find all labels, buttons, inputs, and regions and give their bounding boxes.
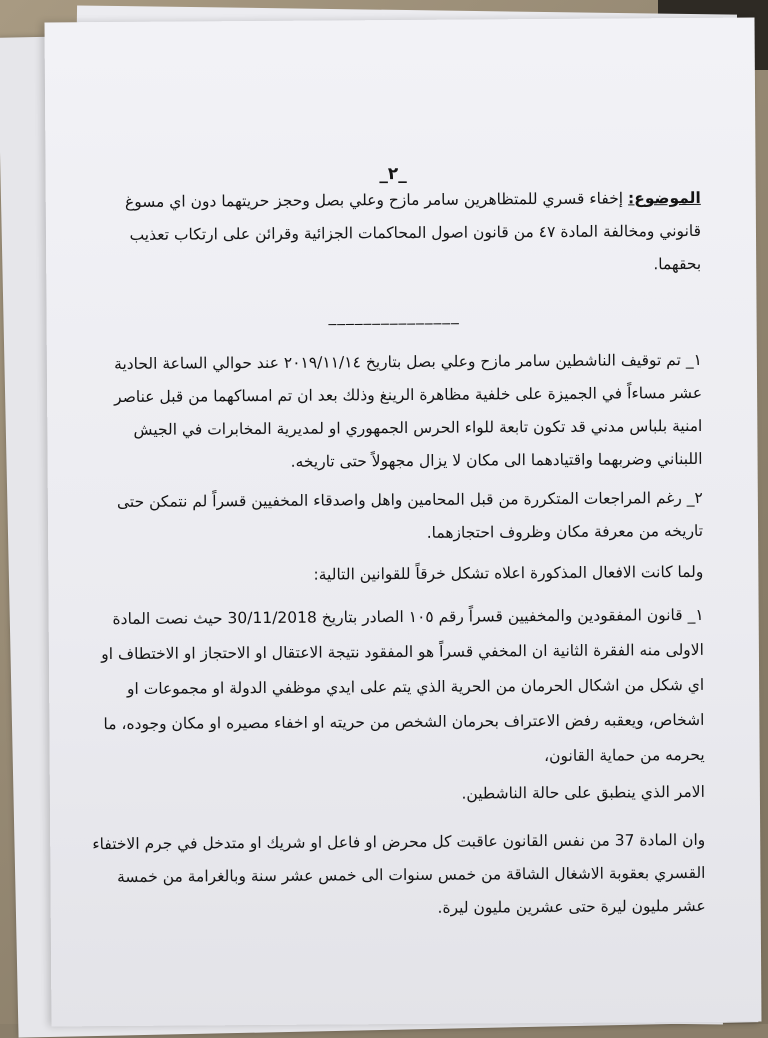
paragraph-2: ٢_ رغم المراجعات المتكررة من قبل المحامين واهل واصدقاء المخفيين قسراً لم نتمكن حتى تاريخه من معرفة مكان وظروف احتجازهما.	[116, 488, 704, 542]
page-content	[85, 18, 707, 1026]
paragraph-5: الامر الذي ينطبق على حالة الناشطين.	[461, 782, 705, 803]
subject-label: الموضوع:	[627, 188, 701, 208]
subject-block	[86, 182, 702, 285]
divider-line: _______________	[328, 306, 460, 326]
paragraph-1: ١_ تم توقيف الناشطين سامر مازح وعلي بصل بتاريخ ٢٠١٩/١١/١٤ عند حوالي الساعة الحادية عشر مساءاً في الجميزة على خلفية مظاهرة الرينغ وذلك بعد ان تم امساكهما من قبل عناصر امنية بلباس مدني قد تكون تابعة للواء الحرس الجمهوري او لمديرية المخابرات في الجيش اللبناني وضربهما واقتيادهما الى مكان لا يزال مجهولاً حتى تاريخه.	[114, 350, 703, 471]
subject-text: إخفاء قسري للمتظاهرين سامر مازح وعلي بصل وحجز حريتهما دون اي مسوغ قانوني ومخالفة المادة ٤٧ من قانون اصول المحاكمات الجزائية وقرائن على ارتكاب تعذيب بحقهما.	[124, 189, 702, 274]
page-number: _٢_	[379, 163, 407, 185]
document-page	[45, 18, 762, 1027]
paragraph-6: وان المادة 37 من نفس القانون عاقبت كل محرض او فاعل او شريك او متدخل في جرم الاختفاء القسري بعقوبة الاشغال الشاقة من خمس سنوات الى خمس عشر سنة وبالغرامة من خمسة عشر مليون ليرة حتى عشرين مليون ليرة.	[92, 830, 706, 917]
paragraph-4: ١_ قانون المفقودين والمخفيين قسراً رقم ١٠٥ الصادر بتاريخ 30/11/2018 حيث نصت المادة الاولى منه الفقرة الثانية ان المخفي قسراً هو المفقود نتيجة الاعتقال او الاحتجاز او الاختطاف او اي شكل من اشكال الحرمان من الحرية الذي يتم على ايدي موظفي الدولة او مجموعات او اشخاص، ويعقبه رفض الاعتراف بحرمان الشخص من حريته او اخفاء مصيره او مكان وجوده، ما يحرمه من حماية القانون،	[101, 605, 705, 766]
paragraph-3: ولما كانت الافعال المذكورة اعلاه تشكل خرقاً للقوانين التالية:	[313, 562, 704, 584]
